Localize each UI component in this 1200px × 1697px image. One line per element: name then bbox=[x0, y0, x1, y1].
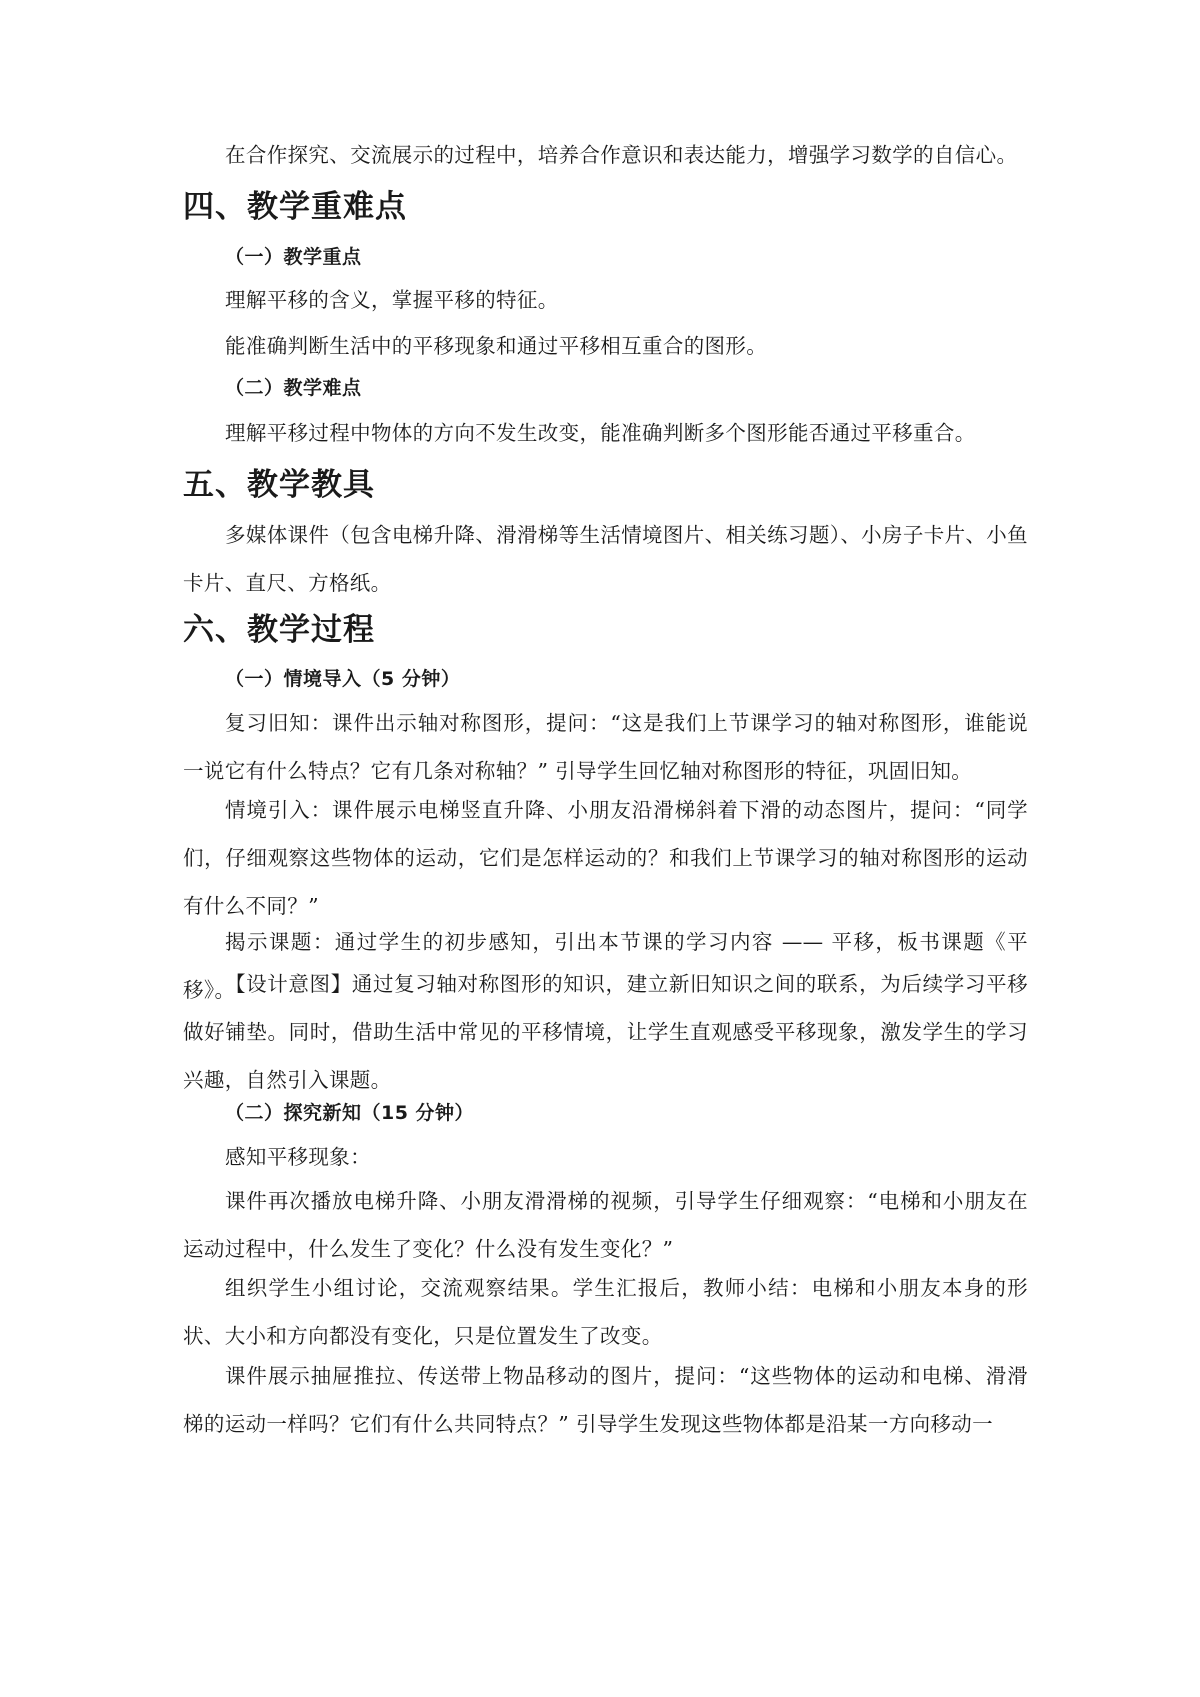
paragraph-drawer: 课件展示抽屉推拉、传送带上物品移动的图片，提问：“这些物体的运动和电梯、滑滑梯的运动一样吗？它们有什么共同特点？” 引导学生发现这些物体都是沿某一方向移动一 bbox=[183, 1364, 1028, 1436]
paragraph-design-intent: 【设计意图】通过复习轴对称图形的知识，建立新旧知识之间的联系，为后续学习平移做好铺垫。同时，借助生活中常见的平移情境，让学生直观感受平移现象，激发学生的学习兴趣，自然引入课题。 bbox=[183, 972, 1028, 1092]
section-heading-6: 六、教学过程 bbox=[183, 612, 375, 648]
paragraph-video: 课件再次播放电梯升降、小朋友滑滑梯的视频，引导学生仔细观察：“电梯和小朋友在运动过程中，什么发生了变化？什么没有发生变化？” bbox=[183, 1189, 1028, 1261]
paragraph-perceive: 感知平移现象： bbox=[225, 1145, 371, 1169]
section-heading-4: 四、教学重难点 bbox=[183, 189, 407, 225]
section-heading-5: 五、教学教具 bbox=[183, 467, 375, 503]
subsection-heading-introduction: （一）情境导入（5 分钟） bbox=[225, 668, 461, 690]
subsection-heading-explore: （二）探究新知（15 分钟） bbox=[225, 1102, 475, 1124]
subsection-heading-key-points: （一）教学重点 bbox=[225, 246, 362, 268]
paragraph-scenario: 情境引入：课件展示电梯竖直升降、小朋友沿滑梯斜着下滑的动态图片，提问：“同学们，仔细观察这些物体的运动，它们是怎样运动的？和我们上节课学习的轴对称图形的运动有什么不同？” bbox=[183, 798, 1028, 918]
paragraph-review: 复习旧知：课件出示轴对称图形，提问：“这是我们上节课学习的轴对称图形，谁能说一说它有什么特点？它有几条对称轴？” 引导学生回忆轴对称图形的特征，巩固旧知。 bbox=[183, 711, 1028, 783]
paragraph-key-point-1: 理解平移的含义，掌握平移的特征。 bbox=[225, 288, 559, 312]
paragraph-difficulty-1: 理解平移过程中物体的方向不发生改变，能准确判断多个图形能否通过平移重合。 bbox=[225, 421, 976, 445]
paragraph-discussion: 组织学生小组讨论，交流观察结果。学生汇报后，教师小结：电梯和小朋友本身的形状、大小和方向都没有变化，只是位置发生了改变。 bbox=[183, 1276, 1028, 1348]
paragraph-topic-reveal: 揭示课题：通过学生的初步感知，引出本节课的学习内容 —— 平移，板书课题《平移》。 bbox=[183, 930, 1028, 1002]
paragraph-teaching-aids: 多媒体课件（包含电梯升降、滑滑梯等生活情境图片、相关练习题）、小房子卡片、小鱼卡片、直尺、方格纸。 bbox=[183, 523, 1028, 595]
paragraph-intro: 在合作探究、交流展示的过程中，培养合作意识和表达能力，增强学习数学的自信心。 bbox=[225, 143, 1018, 167]
paragraph-key-point-2: 能准确判断生活中的平移现象和通过平移相互重合的图形。 bbox=[225, 334, 768, 358]
subsection-heading-difficulties: （二）教学难点 bbox=[225, 377, 362, 399]
